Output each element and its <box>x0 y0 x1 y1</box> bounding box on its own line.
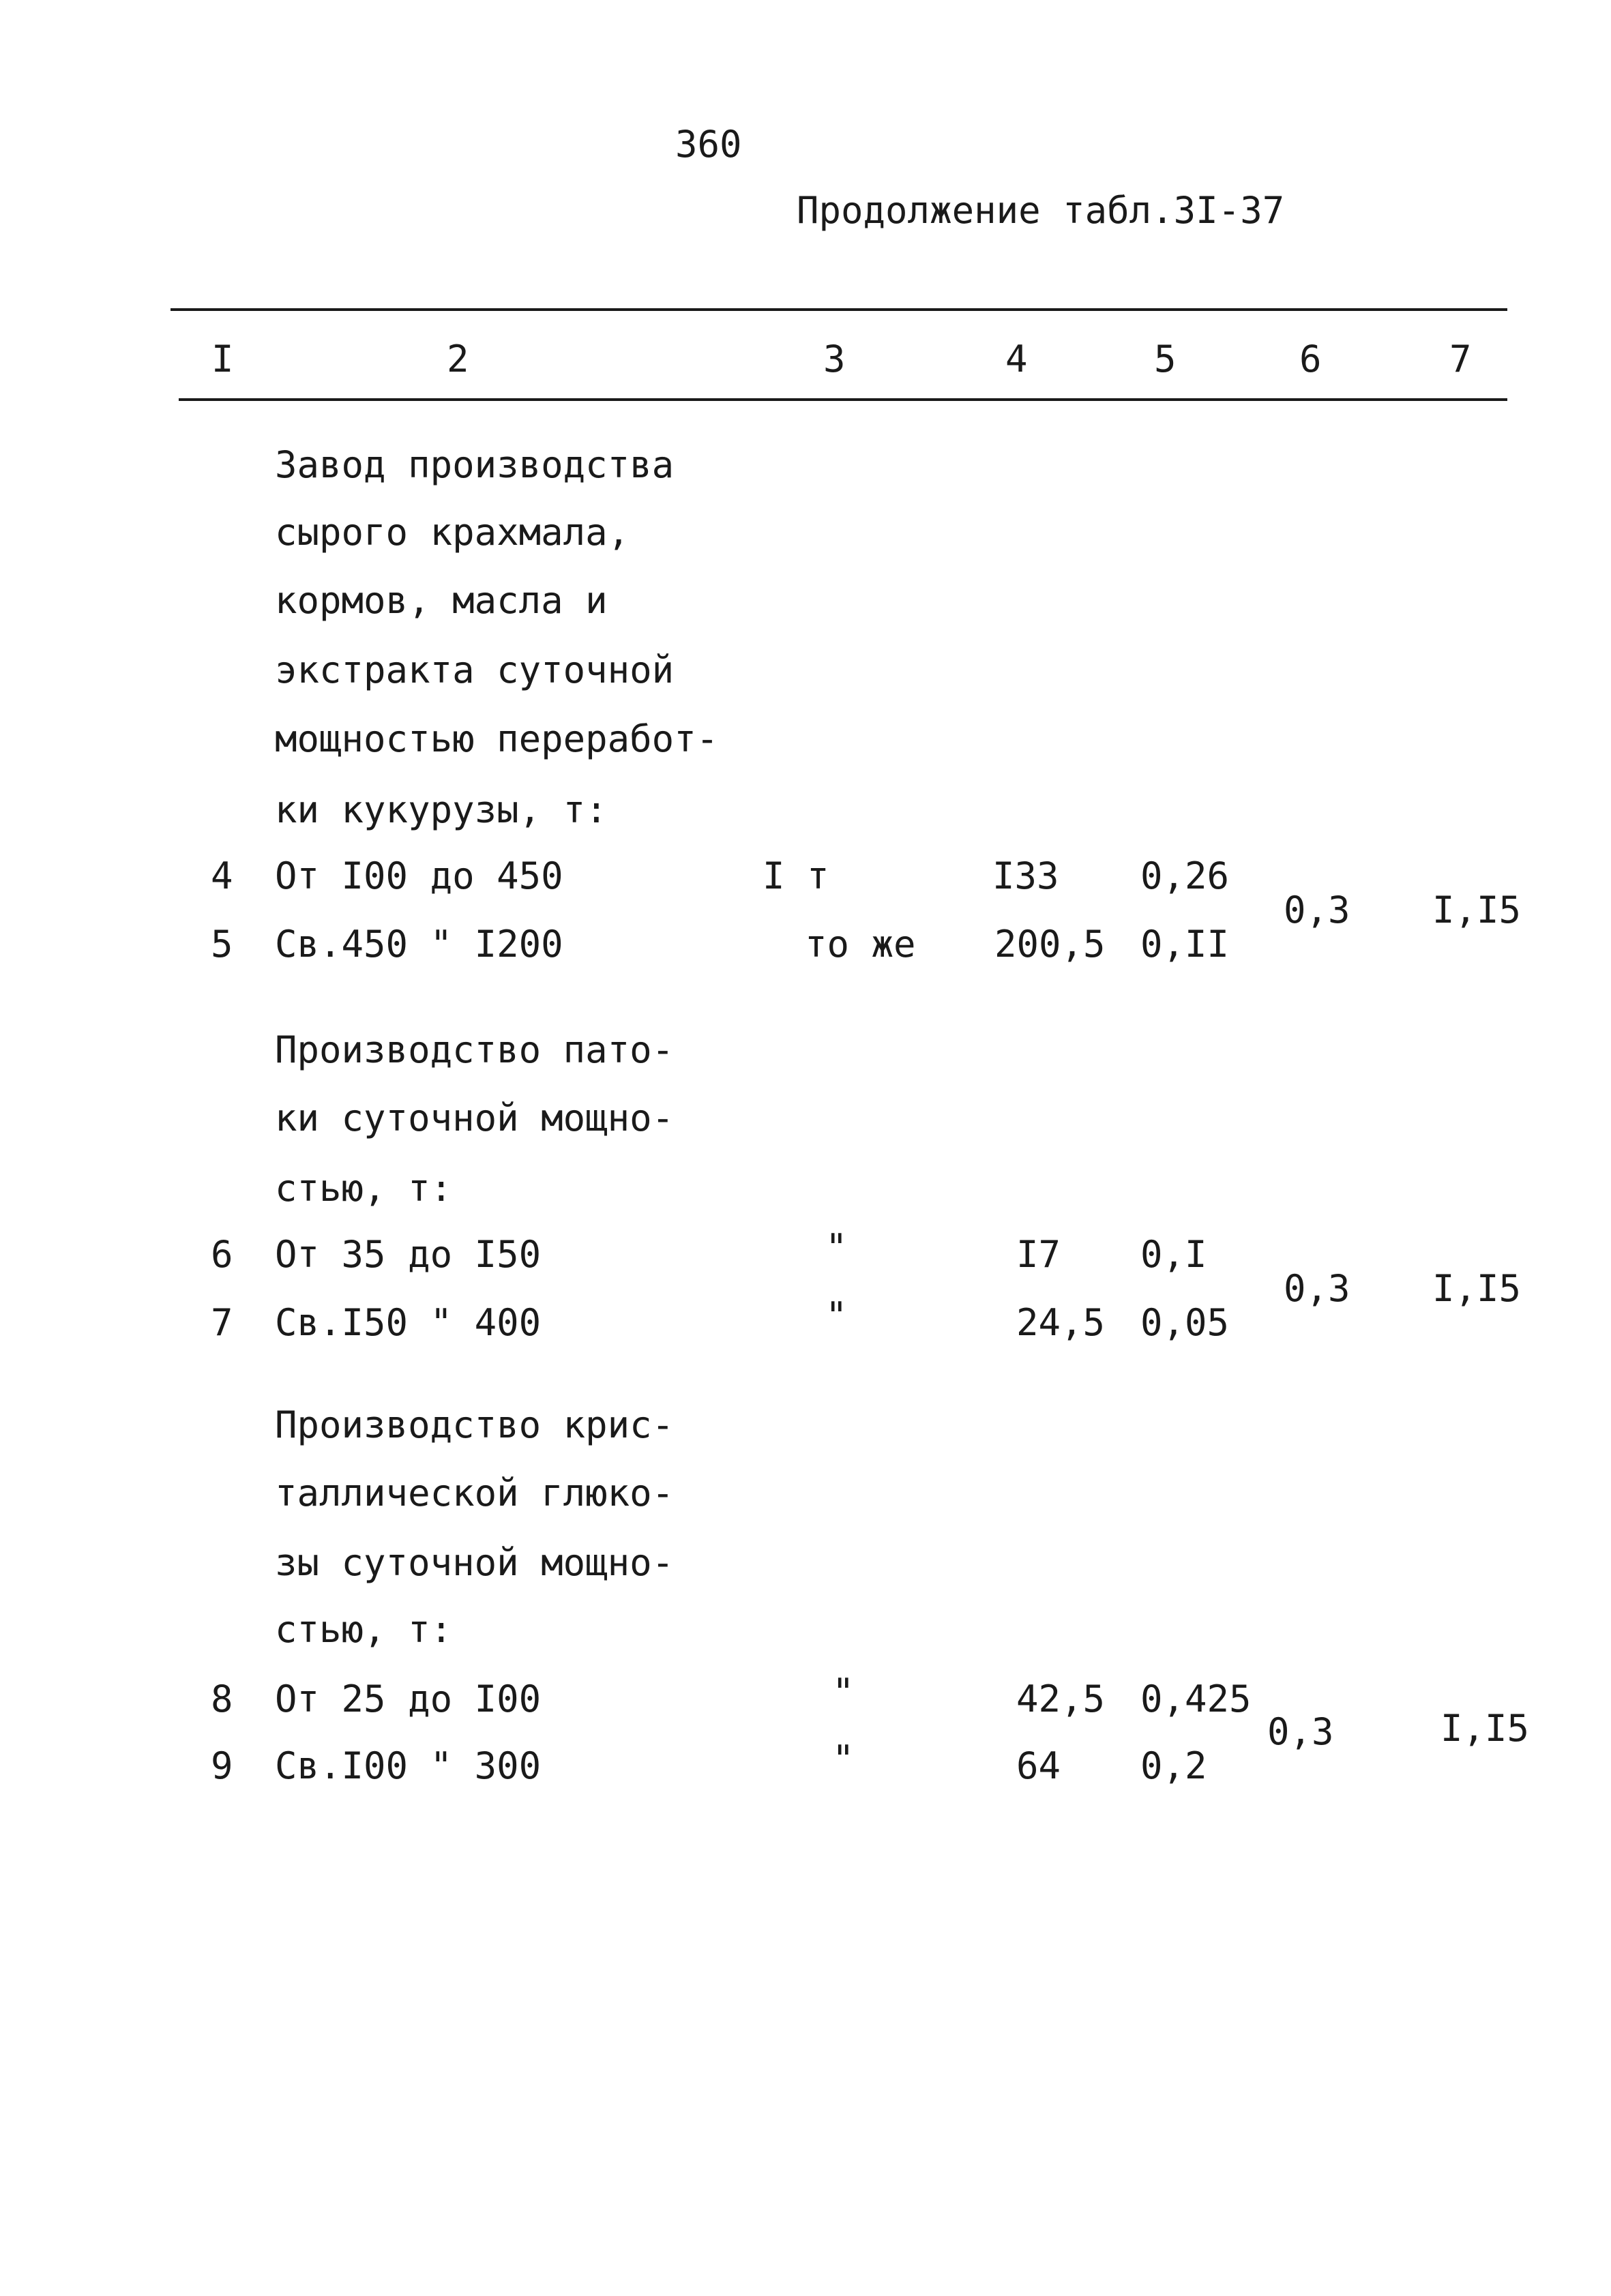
row-description: Св.I50 " 400 <box>275 1301 542 1344</box>
row-description: От 35 до I50 <box>275 1233 542 1276</box>
row-value-5: 0,425 <box>1140 1678 1252 1720</box>
row-value-5: 0,26 <box>1140 854 1230 897</box>
group-title-line: стью, т: <box>275 1608 453 1651</box>
column-header-3: 3 <box>823 338 846 381</box>
group-title-line: Производство крис- <box>275 1403 675 1446</box>
row-value-4: 24,5 <box>1016 1301 1106 1344</box>
row-number: 4 <box>211 854 233 897</box>
table-caption: Продолжение табл.3I-37 <box>797 189 1285 232</box>
group-value-7: I,I5 <box>1440 1707 1530 1750</box>
group-title-line: ки кукурузы, т: <box>275 788 608 831</box>
group-title-line: экстракта суточной <box>275 648 675 691</box>
row-number: 8 <box>211 1678 233 1720</box>
row-unit: I т <box>763 854 829 897</box>
group-title-line: кормов, масла и <box>275 579 608 622</box>
column-header-6: 6 <box>1299 338 1322 381</box>
group-value-6: 0,3 <box>1284 889 1350 931</box>
row-value-4: 200,5 <box>994 923 1106 966</box>
group-title-line: мощностью переработ- <box>275 717 719 760</box>
row-value-4: 42,5 <box>1016 1678 1106 1720</box>
row-value-4: 64 <box>1016 1744 1061 1787</box>
group-title-line: стью, т: <box>275 1167 453 1210</box>
column-header-4: 4 <box>1005 338 1028 381</box>
table-top-rule <box>171 308 1507 311</box>
column-header-5: 5 <box>1154 338 1177 381</box>
row-value-5: 0,I <box>1140 1233 1207 1276</box>
row-unit: " <box>832 1671 855 1714</box>
group-title-line: сырого крахмала, <box>275 511 630 554</box>
row-description: От 25 до I00 <box>275 1678 542 1720</box>
column-header-1: I <box>211 338 234 381</box>
group-title-line: зы суточной мощно- <box>275 1541 675 1584</box>
group-value-7: I,I5 <box>1432 889 1522 931</box>
table-header-rule <box>179 398 1507 401</box>
group-title-line: ки суточной мощно- <box>275 1097 675 1139</box>
row-value-5: 0,II <box>1140 923 1230 966</box>
group-title-line: таллической глюко- <box>275 1472 675 1515</box>
row-description: Св.I00 " 300 <box>275 1744 542 1787</box>
column-header-2: 2 <box>447 338 469 381</box>
row-unit: " <box>825 1294 848 1337</box>
row-number: 7 <box>211 1301 233 1344</box>
group-value-6: 0,3 <box>1284 1267 1350 1310</box>
group-value-6: 0,3 <box>1267 1710 1334 1753</box>
row-unit: " <box>825 1226 848 1269</box>
row-number: 9 <box>211 1744 233 1787</box>
row-description: От I00 до 450 <box>275 854 563 897</box>
row-unit: " <box>832 1738 855 1780</box>
column-header-7: 7 <box>1449 338 1472 381</box>
page-number: 360 <box>675 123 742 166</box>
group-title-line: Завод производства <box>275 443 675 486</box>
row-value-4: I7 <box>1016 1233 1061 1276</box>
row-unit: то же <box>805 923 916 966</box>
group-value-7: I,I5 <box>1432 1267 1522 1310</box>
row-value-4: I33 <box>992 854 1059 897</box>
row-number: 5 <box>211 923 233 966</box>
row-value-5: 0,05 <box>1140 1301 1230 1344</box>
group-title-line: Производство пато- <box>275 1028 675 1071</box>
row-description: Св.450 " I200 <box>275 923 563 966</box>
row-number: 6 <box>211 1233 233 1276</box>
row-value-5: 0,2 <box>1140 1744 1207 1787</box>
